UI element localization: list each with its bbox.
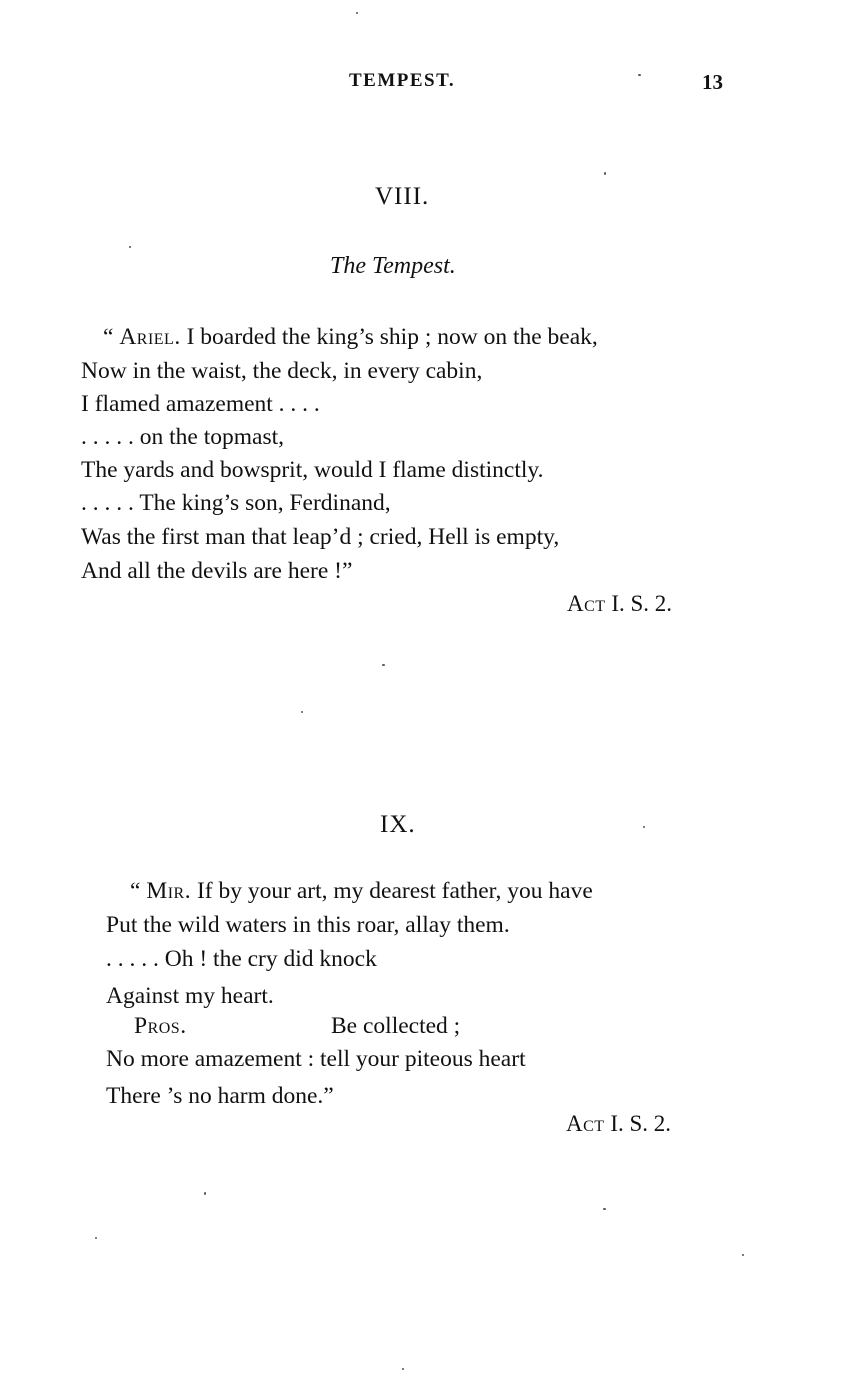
citation-act: Act [567, 591, 606, 616]
verse-line-ix-4: Against my heart. [106, 983, 274, 1009]
citation-ix [566, 1111, 671, 1137]
verse-line-viii-8: And all the devils are here !” [81, 558, 353, 584]
paper-speck [742, 1254, 744, 1256]
running-title: TEMPEST. [349, 70, 456, 91]
verse-line-viii-4: . . . . . on the topmast, [81, 424, 284, 450]
verse-line-viii-7: Was the first man that leap’d ; cried, Hell is empty, [81, 524, 560, 550]
paper-speck [643, 826, 645, 828]
verse-line-ix-1 [130, 880, 593, 904]
verse-line-viii-1 [103, 326, 598, 350]
verse-line-ix-7: There ’s no harm done.” [106, 1083, 334, 1109]
paper-speck [638, 74, 641, 76]
paper-speck [129, 246, 131, 248]
paper-speck [402, 1368, 404, 1370]
verse-line-ix-6: No more amazement : tell your piteous heart [106, 1046, 526, 1072]
citation-act: Act [566, 1111, 605, 1136]
section-title-viii: The Tempest. [330, 253, 456, 279]
verse-text: Be collected ; [331, 1013, 461, 1039]
paper-speck [301, 711, 303, 713]
paper-speck [382, 664, 385, 666]
verse-line-viii-2: Now in the waist, the deck, in every cabin, [81, 358, 483, 384]
verse-line-ix-3: . . . . . Oh ! the cry did knock [106, 946, 377, 972]
page-number: 13 [702, 70, 723, 94]
paper-speck [356, 12, 358, 14]
verse-text: If by your art, my dearest father, you have [191, 878, 593, 904]
citation-scene: I. S. 2. [605, 591, 673, 616]
citation-viii [567, 591, 672, 617]
section-number-viii: VIII. [375, 183, 430, 210]
paper-speck [204, 1192, 206, 1195]
speaker-prospero: Pros. [134, 1013, 187, 1039]
verse-text: I boarded the king’s ship ; now on the beak, [180, 324, 598, 350]
verse-line-ix-2: Put the wild waters in this roar, allay them. [106, 912, 510, 938]
paper-speck [603, 1208, 606, 1210]
speaker-ariel: Ariel. [119, 324, 181, 350]
paper-speck [95, 1237, 97, 1239]
open-quote: “ [103, 324, 120, 350]
verse-line-ix-5 [134, 1013, 461, 1039]
paper-speck [604, 172, 606, 175]
citation-scene: I. S. 2. [604, 1111, 672, 1136]
verse-line-viii-5: The yards and bowsprit, would I flame distinctly. [81, 457, 544, 483]
open-quote: “ [130, 878, 147, 904]
section-number-ix: IX. [380, 811, 416, 838]
speaker-miranda: Mir. [146, 878, 192, 904]
verse-line-viii-3: I flamed amazement . . . . [81, 391, 320, 417]
verse-line-viii-6: . . . . . The king’s son, Ferdinand, [81, 490, 391, 516]
